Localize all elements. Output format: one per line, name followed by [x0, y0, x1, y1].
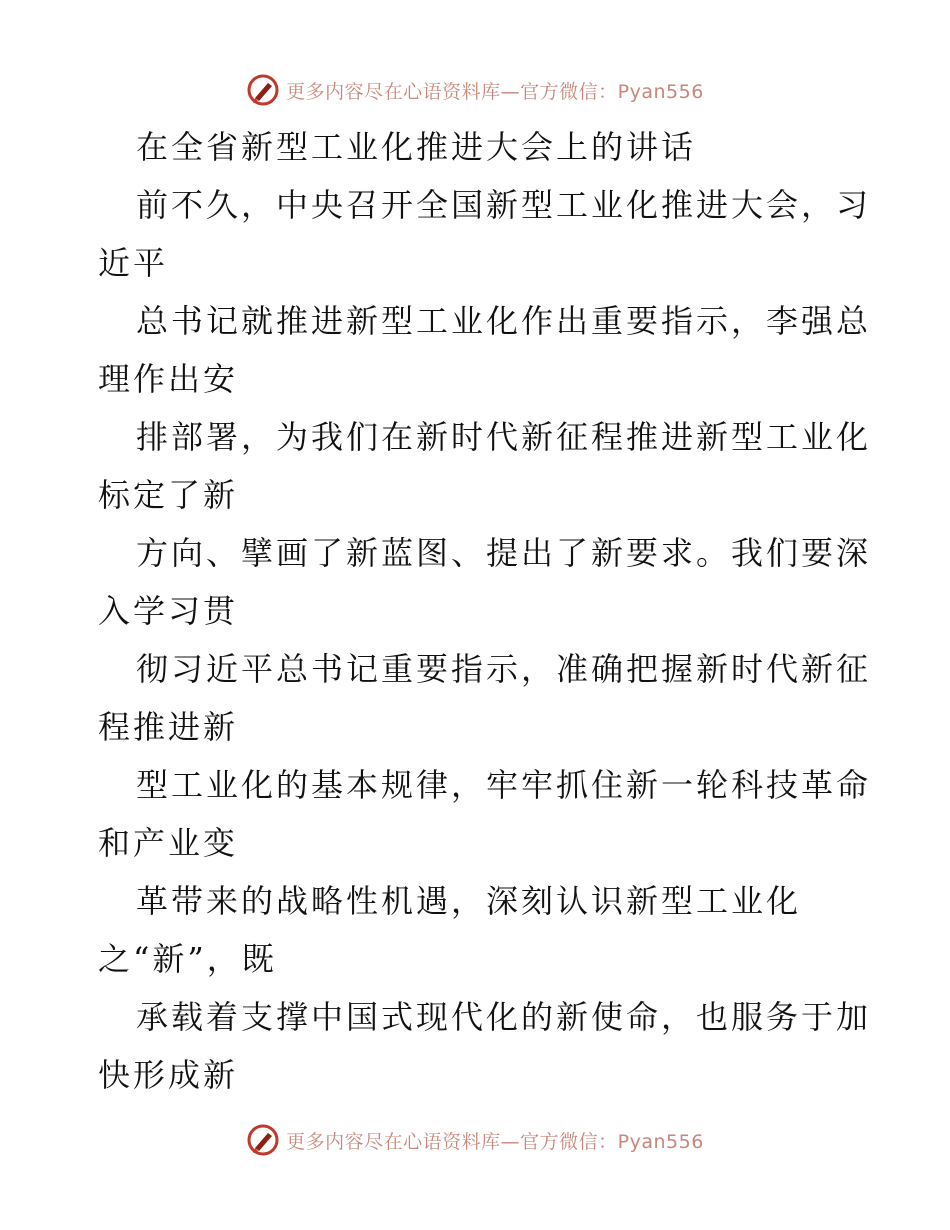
paragraph — [98, 988, 872, 1104]
paragraph — [98, 756, 872, 872]
footer-watermark — [0, 1120, 950, 1160]
paragraph-line: 近平 — [98, 244, 169, 282]
pen-logo-icon — [246, 73, 280, 107]
paragraph — [98, 408, 872, 524]
paragraph-line: 快形成新 — [98, 1056, 239, 1094]
watermark-text: 更多内容尽在心语资料库—官方微信：Pyan556 — [286, 80, 704, 103]
paragraph — [98, 640, 872, 756]
paragraph-line: 革带来的战略性机遇，深刻认识新型工业化 — [136, 882, 802, 920]
document-body — [98, 118, 872, 1104]
paragraph-line: 方向、擘画了新蓝图、提出了新要求。我们要深 — [136, 534, 872, 572]
paragraph-line: 理作出安 — [98, 360, 239, 398]
title-line: 在全省新型工业化推进大会上的讲话 — [136, 128, 697, 166]
paragraph-line: 和产业变 — [98, 824, 239, 862]
pen-logo-icon — [246, 1123, 280, 1157]
paragraph-line: 之“新”，既 — [98, 940, 277, 978]
paragraph — [98, 872, 858, 988]
paragraph-line: 型工业化的基本规律，牢牢抓住新一轮科技革命 — [136, 766, 872, 804]
paragraph-line: 总书记就推进新型工业化作出重要指示，李强总 — [136, 302, 872, 340]
paragraph-line: 排部署，为我们在新时代新征程推进新型工业化 — [136, 418, 872, 456]
paragraph — [98, 292, 872, 408]
document-title — [98, 118, 858, 176]
paragraph — [98, 176, 872, 292]
paragraph-line: 承载着支撑中国式现代化的新使命，也服务于加 — [136, 998, 872, 1036]
header-watermark — [0, 70, 950, 110]
paragraph-line: 标定了新 — [98, 476, 239, 514]
paragraph-line: 入学习贯 — [98, 592, 239, 630]
paragraph-line: 程推进新 — [98, 708, 239, 746]
watermark-text: 更多内容尽在心语资料库—官方微信：Pyan556 — [286, 1130, 704, 1153]
paragraph-line: 前不久，中央召开全国新型工业化推进大会，习 — [136, 186, 872, 224]
paragraph — [98, 524, 872, 640]
paragraph-line: 彻习近平总书记重要指示，准确把握新时代新征 — [136, 650, 872, 688]
